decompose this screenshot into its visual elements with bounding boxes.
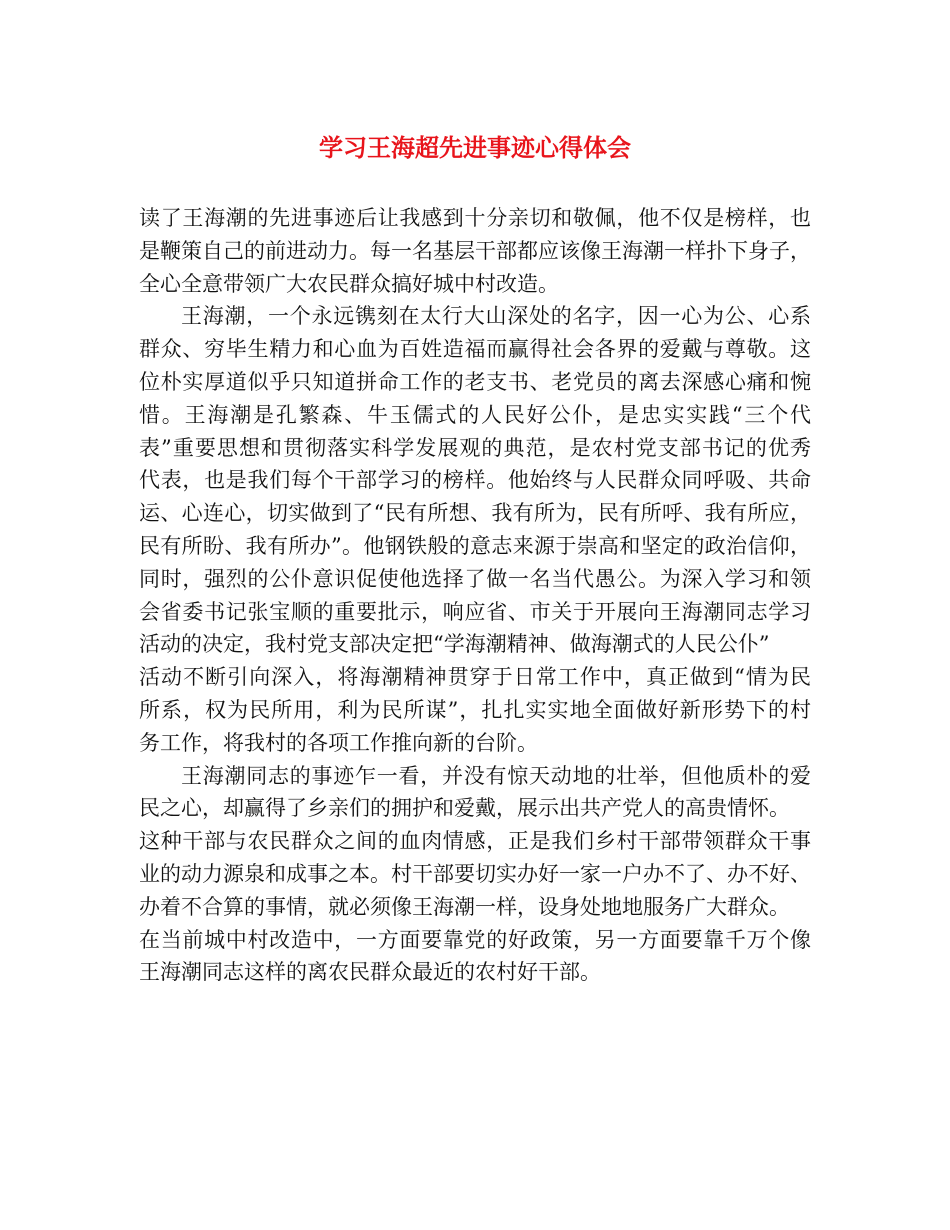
text-line: 民之心，却赢得了乡亲们的拥护和爱戴，展示出共产党人的高贵情怀。: [139, 796, 790, 821]
text-line: 代表，也是我们每个干部学习的榜样。他始终与人民群众同呼吸、共命: [139, 468, 811, 493]
text-line: 会省委书记张宝顺的重要批示，响应省、市关于开展向王海潮同志学习: [139, 599, 811, 624]
paragraph-1: [139, 202, 811, 300]
text-line: 务工作，将我村的各项工作推向新的台阶。: [139, 730, 538, 755]
text-line: 在当前城中村改造中，一方面要靠党的好政策，另一方面要靠千万个像: [139, 927, 811, 952]
document-title: 学习王海超先进事迹心得体会: [319, 133, 631, 162]
text-line: 群众、穷毕生精力和心血为百姓造福而赢得社会各界的爱戴与尊敬。这: [139, 337, 811, 362]
paragraph-2: [139, 300, 811, 759]
text-line: 同时，强烈的公仆意识促使他选择了做一名当代愚公。为深入学习和领: [139, 566, 811, 591]
text-line: 运、心连心，切实做到了“民有所想、我有所为，民有所呼、我有所应，: [139, 501, 811, 526]
text-line: 王海潮同志这样的离农民群众最近的农村好干部。: [139, 960, 601, 985]
text-line: 王海潮同志的事迹乍一看，并没有惊天动地的壮举，但他质朴的爱: [181, 763, 811, 788]
paragraph-3: [139, 760, 811, 990]
text-line: 民有所盼、我有所办”。他钢铁般的意志来源于崇高和坚定的政治信仰，: [139, 533, 811, 558]
text-line: 表”重要思想和贯彻落实科学发展观的典范，是农村党支部书记的优秀: [139, 435, 811, 460]
text-line: 全心全意带领广大农民群众搞好城中村改造。: [139, 271, 559, 296]
text-line: 业的动力源泉和成事之本。村干部要切实办好一家一户办不了、办不好、: [139, 861, 811, 886]
text-line: 活动不断引向深入，将海潮精神贯穿于日常工作中，真正做到“情为民: [139, 665, 811, 690]
text-line: 王海潮，一个永远镌刻在太行大山深处的名字，因一心为公、心系: [181, 304, 811, 329]
text-line: 所系，权为民所用，利为民所谋”，扎扎实实地全面做好新形势下的村: [139, 697, 811, 722]
text-line: 办着不合算的事情，就必须像王海潮一样，设身处地地服务广大群众。: [139, 894, 790, 919]
text-line: 是鞭策自己的前进动力。每一名基层干部都应该像王海潮一样扑下身子，: [139, 238, 811, 263]
text-line: 这种干部与农民群众之间的血肉情感，正是我们乡村干部带领群众干事: [139, 829, 811, 854]
document-body: [139, 202, 811, 989]
text-line: 活动的决定，我村党支部决定把“学海潮精神、做海潮式的人民公仆”: [139, 632, 770, 657]
text-line: 读了王海潮的先进事迹后让我感到十分亲切和敬佩，他不仅是榜样，也: [139, 206, 811, 230]
text-line: 惜。王海潮是孔繁森、牛玉儒式的人民好公仆，是忠实实践“三个代: [139, 402, 811, 427]
text-line: 位朴实厚道似乎只知道拼命工作的老支书、老党员的离去深感心痛和惋: [139, 369, 811, 394]
